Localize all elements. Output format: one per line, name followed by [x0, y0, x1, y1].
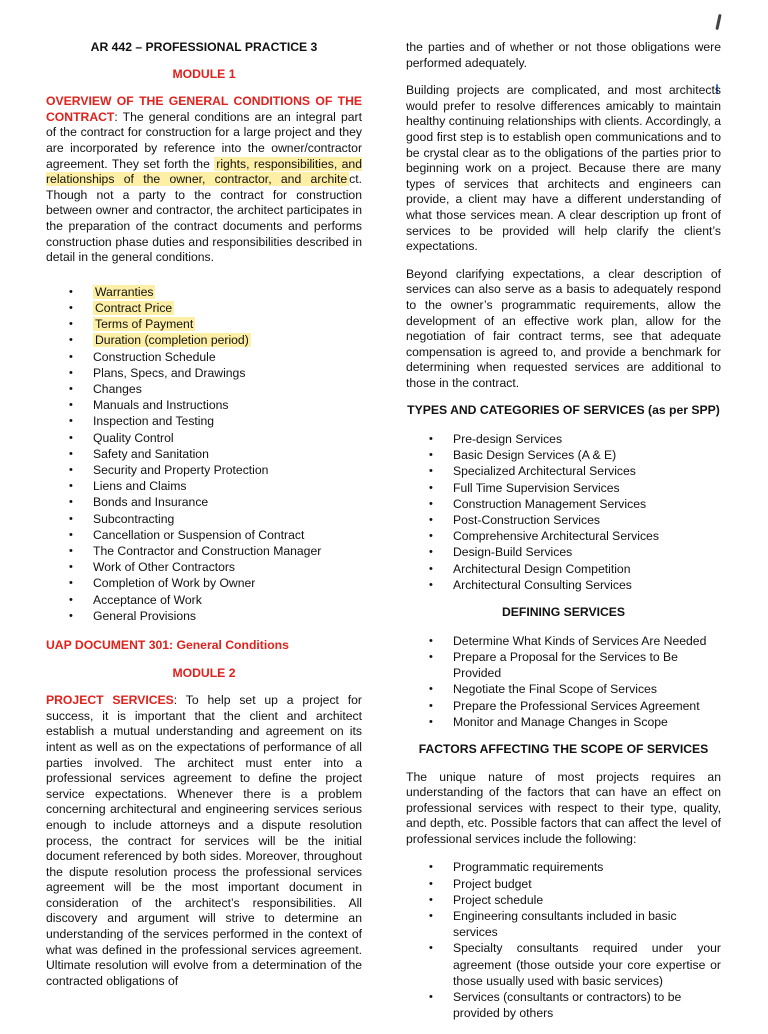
list-item: • Prepare a Proposal for the Services to Be Provided: [406, 649, 721, 681]
module-1-heading: MODULE 1: [172, 66, 236, 81]
list-item: • Changes: [46, 381, 362, 397]
conditions-list: [46, 284, 362, 624]
overview-paragraph: [46, 94, 362, 266]
list-item: • Engineering consultants included in basic services: [406, 908, 721, 940]
list-item: • Work of Other Contractors: [46, 559, 362, 575]
list-item: • Comprehensive Architectural Services: [406, 528, 721, 544]
list-item: • Services (consultants or contractors) to be provided by others: [406, 989, 721, 1021]
uap-document-reference: UAP DOCUMENT 301: General Conditions: [46, 637, 289, 652]
list-item: • Terms of Payment: [46, 316, 362, 332]
list-item: • Project budget: [406, 876, 721, 892]
pen-mark: [715, 14, 721, 30]
list-item: • Completion of Work by Owner: [46, 575, 362, 591]
list-item: • The Contractor and Construction Manager: [46, 543, 362, 559]
list-item: • Liens and Claims: [46, 478, 362, 494]
right-column: [406, 40, 721, 1034]
list-item: • Duration (completion period): [46, 332, 362, 348]
list-item: • Pre-design Services: [406, 431, 721, 447]
list-item: • Project schedule: [406, 892, 721, 908]
list-item: • Bonds and Insurance: [46, 494, 362, 510]
factors-heading: FACTORS AFFECTING THE SCOPE OF SERVICES: [418, 741, 709, 756]
list-item: • Programmatic requirements: [406, 859, 721, 875]
types-heading: TYPES AND CATEGORIES OF SERVICES (as per SPP): [407, 403, 720, 418]
list-item: • Quality Control: [46, 430, 362, 446]
overview-text-end: ct. Though not a party to the contract for construction between owner and contractor, the architect participates in the preparation of the contract documents and performs construction phase duties and responsibilities described in detail in the general conditions.: [46, 172, 362, 265]
list-item: • Architectural Design Competition: [406, 561, 721, 577]
list-item: • Subcontracting: [46, 511, 362, 527]
list-item: • Post-Construction Services: [406, 512, 721, 528]
list-item: • Manuals and Instructions: [46, 397, 362, 413]
list-item: • Security and Property Protection: [46, 462, 362, 478]
list-item: • Monitor and Manage Changes in Scope: [406, 714, 721, 730]
highlighted-text: rights, responsibilities, and relationships of the owner, contractor, and archite: [46, 156, 362, 187]
list-item: • Acceptance of Work: [46, 592, 362, 608]
list-item: • Construction Management Services: [406, 496, 721, 512]
list-item: • Determine What Kinds of Services Are Needed: [406, 633, 721, 649]
list-item: • Specialty consultants required under your agreement (those outside your core expertise or those usually used with basic services): [406, 940, 721, 989]
project-services-lead: PROJECT SERVICES: [46, 693, 174, 708]
list-item: • Construction Schedule: [46, 349, 362, 365]
factors-list: [406, 859, 721, 1021]
list-item: • Inspection and Testing: [46, 413, 362, 429]
list-item: • Negotiate the Final Scope of Services: [406, 681, 721, 697]
project-services-paragraph: [46, 693, 362, 989]
list-item: • General Provisions: [46, 608, 362, 624]
defining-heading: DEFINING SERVICES: [501, 605, 626, 620]
paragraph-beyond-clarifying: Beyond clarifying expectations, a clear description of services can also serve as a basis to adequately respond to the owner’s programmatic requirements, allow the development of an effective work plan, allow for the negotiation of fair contract terms, see that adequate compensation is agreed to, and provide a benchmark for determining when requested services are additional to those in the contract.: [406, 266, 721, 390]
list-item: • Plans, Specs, and Drawings: [46, 365, 362, 381]
paragraph-building-projects: Building projects are complicated, and most architects would prefer to resolve differences amicably to maintain healthy continuing relationships with clients. Accordingly, a good first step is to establish open communications and to be crystal clear as to the obligations of the parties prior to beginning work on a project. Because there are many types of services that architects and engineers can provide, a client may have a different understanding of what those services mean. A clear description up front of services to be provided will help clarify the client’s expectations.: [406, 83, 721, 254]
types-list: [406, 431, 721, 593]
overview-text: : The general conditions are an integral part of the contract for construction for a large project and they are incorporated by reference into the owner/contractor agreement. They set forth the: [46, 109, 362, 171]
continued-paragraph: the parties and of whether or not those obligations were performed adequately.: [406, 40, 721, 70]
defining-list: [406, 633, 721, 730]
document-title: AR 442 – PROFESSIONAL PRACTICE 3: [90, 40, 318, 54]
list-item: • Specialized Architectural Services: [406, 463, 721, 479]
list-item: • Cancellation or Suspension of Contract: [46, 527, 362, 543]
list-item: • Contract Price: [46, 300, 362, 316]
list-item: • Design-Build Services: [406, 544, 721, 560]
overview-lead: OVERVIEW OF THE GENERAL CONDITIONS OF THE CONTRACT: [46, 94, 362, 124]
list-item: • Warranties: [46, 284, 362, 300]
module-2-heading: MODULE 2: [172, 665, 236, 680]
list-item: • Safety and Sanitation: [46, 446, 362, 462]
list-item: • Full Time Supervision Services: [406, 480, 721, 496]
factors-paragraph: The unique nature of most projects requires an understanding of the factors that can have an effect on professional services with respect to their type, quality, and depth, etc. Possible factors that can affect the level of professional services include the following:: [406, 769, 721, 846]
list-item: • Prepare the Professional Services Agreement: [406, 698, 721, 714]
left-column: [46, 40, 362, 1001]
list-item: • Basic Design Services (A & E): [406, 447, 721, 463]
project-services-text: : To help set up a project for success, it is important that the client and architect establish a mutual understanding and agreement on its intent as well as on the expectations of performance of all parties involved. The architect must enter into a professional services agreement to define the project service expectations. Whenever there is a problem concerning architectural and engineering services serious enough to include attorneys and a dispute resolution process, the contract for services will be the initial document referenced by both sides. Moreover, throughout the dispute resolution process the professional services agreement will be the most important document in consideration of the architect’s responsibilities. All discovery and argument will strive to determine an understanding of the services performed in the context of what was defined in the professional services agreement. Ultimate resolution will evolve from a determination of the contracted obligations of: [46, 693, 362, 988]
list-item: • Architectural Consulting Services: [406, 577, 721, 593]
